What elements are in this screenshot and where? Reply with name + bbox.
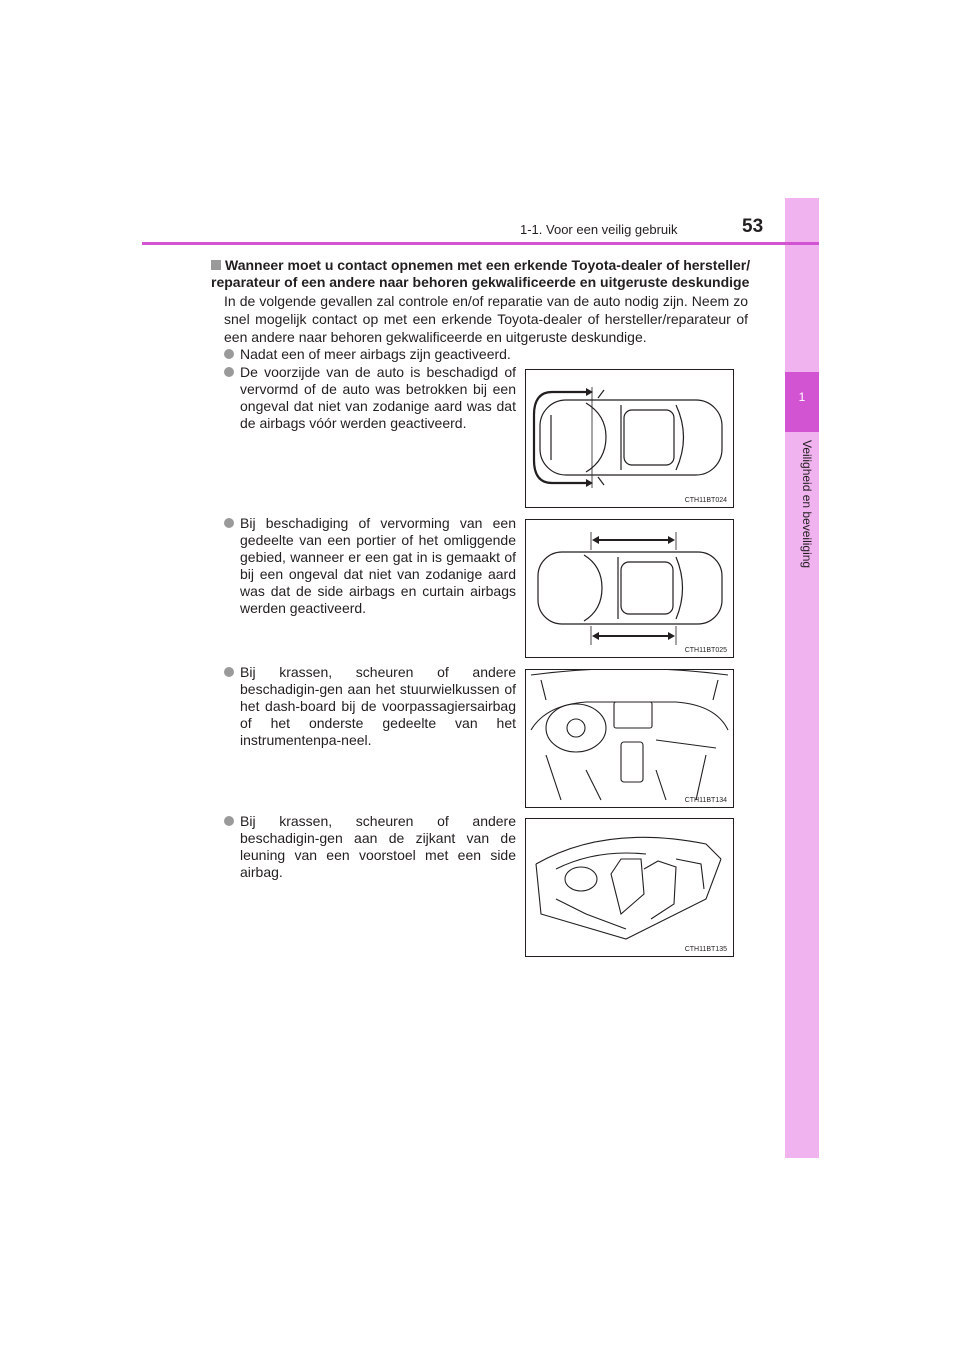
section-heading (211, 257, 751, 291)
section-header-title: 1-1. Voor een veilig gebruik (520, 222, 678, 237)
front-seat-side-illustration (526, 819, 733, 956)
bullet-item (224, 813, 516, 881)
header-divider (142, 242, 819, 245)
bullet-dot-icon (224, 816, 234, 826)
figure-front-seat (525, 818, 734, 957)
page-number: 53 (742, 216, 764, 237)
intro-paragraph: In de volgende gevallen zal controle en/of reparatie van de auto nodig zijn. Neem zo snel mogelijk contact op met een erkende Toyota-dealer of hersteller/reparateur of een andere naar behoren gekwalificeerde en uitgeruste deskundige. (224, 293, 748, 345)
bullet-item (224, 515, 516, 617)
figure-code: CTH11BT134 (684, 797, 727, 804)
car-top-side-damage-illustration (526, 520, 733, 657)
dashboard-interior-illustration (526, 670, 733, 807)
bullet-text: Nadat een of meer airbags zijn geactiveerd. (240, 346, 511, 362)
chapter-title: Veiligheid en beveiliging (800, 440, 814, 569)
bullet-dot-icon (224, 349, 234, 359)
heading-text: Wanneer moet u contact opnemen met een erkende Toyota-dealer of hersteller/ reparateur of een andere naar behoren gekwalificeerde en uitgeruste deskundige (211, 257, 751, 290)
bullet-text: Bij krassen, scheuren of andere beschadigin-gen aan de zijkant van de leuning van een voorstoel met een side airbag. (240, 813, 516, 880)
bullet-text: De voorzijde van de auto is beschadigd of vervormd of de auto was betrokken bij een ongeval dat niet van zodanige aard was dat de airbags vóór werden geactiveerd. (240, 364, 516, 431)
figure-code: CTH11BT135 (684, 946, 727, 953)
heading-square-icon (211, 260, 221, 270)
bullet-dot-icon (224, 518, 234, 528)
bullet-item (224, 664, 516, 749)
chapter-side-band (785, 198, 819, 1158)
figure-code: CTH11BT025 (684, 647, 727, 654)
bullet-item (224, 346, 744, 363)
bullet-item (224, 364, 516, 432)
car-top-front-damage-illustration (526, 370, 733, 507)
figure-front-damage (525, 369, 734, 508)
figure-side-damage (525, 519, 734, 658)
chapter-number: 1 (798, 390, 806, 404)
bullet-dot-icon (224, 667, 234, 677)
bullet-dot-icon (224, 367, 234, 377)
figure-dashboard (525, 669, 734, 808)
figure-code: CTH11BT024 (684, 497, 727, 504)
bullet-text: Bij beschadiging of vervorming van een gedeelte van een portier of het omliggende gebied, wanneer er een gat in is gemaakt of bij een ongeval dat niet van zodanige aard was dat de side airbags en curtain airbags werden geactiveerd. (240, 515, 516, 616)
bullet-text: Bij krassen, scheuren of andere beschadigin-gen aan het stuurwielkussen of het dash-board bij de voorpassagiersairbag of het onderste gedeelte van het instrumentenpa-neel. (240, 664, 516, 748)
